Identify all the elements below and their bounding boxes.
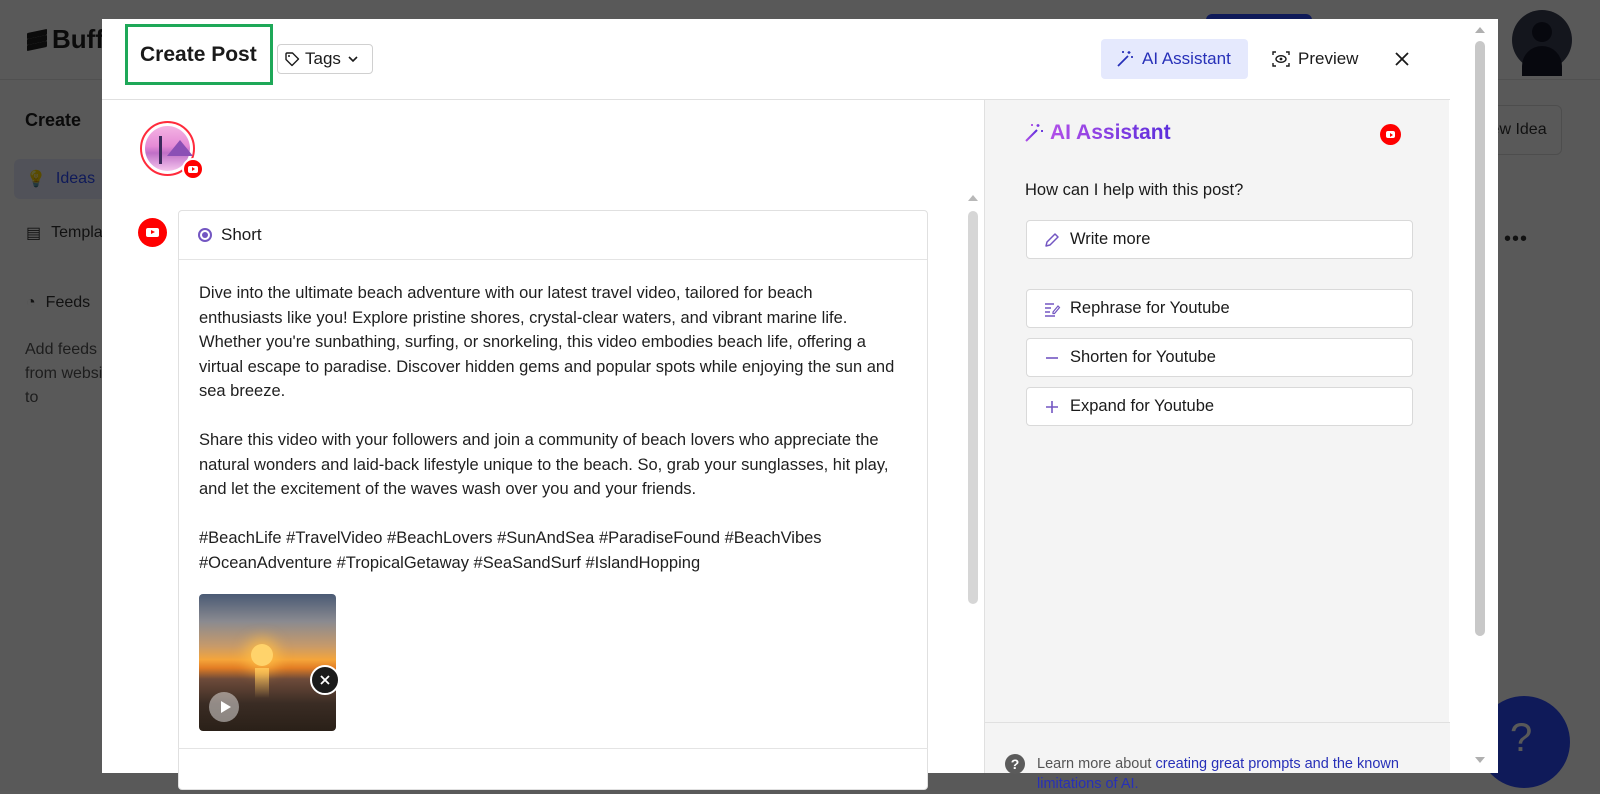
post-hashtags: #BeachLife #TravelVideo #BeachLovers #SunAndSea #ParadiseFound #BeachVibes #OceanAdventure #TropicalGetaway #SeaSandSurf #IslandHopping	[199, 529, 822, 572]
ai-panel-title-text: AI Assistant	[1050, 121, 1171, 144]
play-icon[interactable]	[209, 692, 239, 722]
modal-title-highlight	[125, 24, 273, 85]
post-text-editor[interactable]	[199, 281, 899, 600]
ai-question-text: How can I help with this post?	[1025, 181, 1244, 199]
tags-button[interactable]	[277, 44, 373, 74]
rephrase-icon	[1043, 300, 1061, 318]
write-more-button[interactable]	[1026, 220, 1413, 259]
tags-label: Tags	[305, 49, 341, 68]
ai-assistant-label: AI Assistant	[1142, 49, 1231, 68]
footer-prefix: Learn more about	[1037, 756, 1156, 772]
post-paragraph: Share this video with your followers and join a community of beach lovers who appreciate the natural wonders and laid-back lifestyle unique to the beach. So, grab your sunglasses, hit play, and let the excitement of the waves wash over you and your friends.	[199, 431, 889, 498]
expand-button[interactable]	[1026, 387, 1413, 426]
preview-eye-icon	[1272, 50, 1290, 68]
tag-icon	[284, 51, 300, 67]
help-icon: ?	[1005, 754, 1025, 774]
remove-media-button[interactable]	[310, 665, 340, 695]
scroll-up-icon[interactable]	[968, 195, 978, 201]
post-type-label: Short	[221, 225, 262, 244]
scroll-thumb[interactable]	[1475, 41, 1485, 636]
radio-selected-icon[interactable]	[198, 228, 212, 242]
youtube-icon	[138, 218, 167, 247]
youtube-icon	[1380, 124, 1401, 145]
card-divider	[178, 748, 928, 749]
scroll-thumb[interactable]	[968, 211, 978, 604]
minus-icon	[1043, 349, 1061, 367]
video-thumbnail[interactable]	[199, 594, 336, 731]
ai-panel-footer	[985, 722, 1450, 792]
modal-scrollbar[interactable]	[1450, 19, 1498, 773]
close-icon	[320, 675, 330, 685]
create-post-modal	[102, 19, 1498, 792]
magic-wand-icon	[1024, 123, 1044, 143]
pencil-icon	[1043, 231, 1061, 249]
learn-more-link[interactable]: creating great prompts and the known limitations of AI.	[1037, 756, 1399, 792]
post-composer	[102, 100, 984, 773]
plus-icon	[1043, 398, 1061, 416]
post-editor-card	[178, 210, 928, 790]
action-label: Shorten for Youtube	[1070, 348, 1216, 366]
scroll-up-icon[interactable]	[1475, 27, 1485, 33]
youtube-badge-icon	[182, 158, 204, 180]
rephrase-button[interactable]	[1026, 289, 1413, 328]
magic-wand-icon	[1116, 50, 1134, 68]
scroll-down-icon[interactable]	[1475, 757, 1485, 763]
ai-assistant-panel	[984, 100, 1449, 792]
post-type-selector[interactable]	[179, 211, 927, 260]
shorten-button[interactable]	[1026, 338, 1413, 377]
action-label: Write more	[1070, 230, 1151, 248]
ai-footer-text	[1037, 754, 1417, 794]
chevron-down-icon	[346, 52, 360, 66]
ai-panel-title	[1024, 121, 1171, 145]
modal-header	[102, 19, 1498, 100]
preview-button[interactable]	[1264, 39, 1374, 79]
composer-scrollbar[interactable]	[968, 195, 978, 755]
modal-title: Create Post	[140, 42, 257, 66]
close-modal-button[interactable]	[1384, 39, 1420, 79]
close-icon	[1395, 52, 1409, 66]
preview-label: Preview	[1298, 49, 1359, 68]
action-label: Rephrase for Youtube	[1070, 299, 1230, 317]
ai-assistant-button[interactable]	[1101, 39, 1248, 79]
action-label: Expand for Youtube	[1070, 397, 1215, 415]
post-paragraph: Dive into the ultimate beach adventure with our latest travel video, tailored for beach enthusiasts like you! Explore pristine shores, crystal-clear waters, and vibrant marine life. Whether you're sunbathing, surfing, or snorkeling, this video embodies beach life, offering a virtual escape to paradise. Discover hidden gems and popular spots while enjoying the sun and sea breeze.	[199, 284, 895, 400]
